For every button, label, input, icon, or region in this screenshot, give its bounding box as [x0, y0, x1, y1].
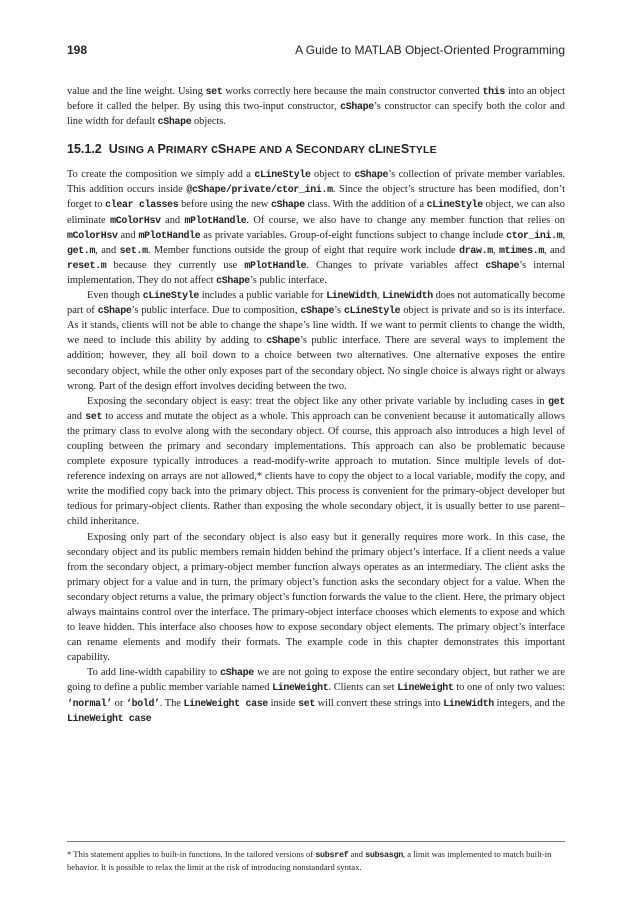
text-run: Exposing only part of the secondary object is also easy but it generally requires more work. In this case, the secondary object and its public members remain hidden behind the primary object’s interface. If a client needs a value from the secondary object, a primary-object member function always operates as an intermediary. The client asks the primary object for a value and in turn, the primary object’s function asks the secondary object for a value. When the secondary object returns a value, the primary object’s function forwards the value to the client. Here, the primary object always maintains control over the interface. The primary-object interface chooses which elements to expose and which to leave hidden. This interface also chooses how to expose secondary object elements. The primary object’s interface can rename elements and modify their formats. The example code in this chapter demonstrates this important capability. — [67, 531, 565, 664]
code-term: LineWidth — [382, 290, 433, 302]
code-term: LineWeight — [272, 682, 329, 694]
text-run: integers, and the — [493, 697, 566, 709]
text-run: ’s internal implementation. They do not affect — [67, 259, 566, 286]
text-run: and — [348, 849, 366, 859]
text-run: ’s public interface. There are several ways to implement the addition; however, they all boil down to a choice between two alternatives. One alternative exposes the entire secondary object, while the other only exposes part of the secondary object. No single choice is always right or always wrong. Part of the design effort involves deciding between the two. — [67, 335, 565, 392]
text-run: before using the new — [178, 199, 271, 211]
text-run: , — [376, 290, 383, 302]
text-run: ’s — [334, 305, 345, 317]
text-run: ’s constructor can specify both the color and line width for default — [67, 101, 565, 128]
code-term: reset.m — [67, 259, 107, 271]
code-term: LineWeight case — [183, 697, 268, 709]
code-term: LineWidth — [326, 290, 377, 302]
text-run: , a limit was implemented to match built-in behavior. It is possible to relax the limit at the risk of introducing nonstandard syntax. — [67, 849, 552, 873]
text-run: includes a public variable for — [198, 290, 327, 302]
text-run: and — [160, 214, 185, 226]
section-heading — [67, 141, 565, 158]
text-run: . Of course, we also have to change any member function that relies on — [246, 214, 565, 226]
text-run: inside — [267, 697, 299, 709]
text-run: object is private and so is its interface. As it stands, clients will not be able to change the shape’s line width. If we want to permit clients to change the width, we need to include this ability by adding to — [67, 305, 566, 347]
text-run: or — [112, 697, 126, 709]
text-run: ’s public interface. — [249, 274, 327, 286]
text-run: S — [295, 142, 304, 157]
page-number: 198 — [67, 43, 88, 57]
code-term: ‘normal’ — [67, 697, 113, 709]
code-term: cLineStyle — [426, 199, 483, 211]
text-run: . Member functions outside the group of eight that require work include — [147, 244, 460, 256]
text-run: Exposing the secondary object is easy: treat the object like any other private variable by including cases in — [87, 395, 549, 407]
code-term: cShape — [340, 101, 374, 113]
paragraph-exposing-secondary — [67, 394, 565, 530]
text-run: * This statement applies to built-in functions. In the tailored versions of — [67, 849, 316, 859]
text-run: Even though — [87, 290, 143, 302]
section-title — [109, 142, 437, 156]
paragraph-exposing-part — [67, 530, 565, 666]
text-run: , — [492, 244, 499, 256]
text-run: HAPE AND A — [226, 144, 296, 157]
code-term: draw.m — [459, 244, 493, 256]
text-run: as private variables. Group-of-eight functions subject to change include — [200, 229, 507, 241]
text-run: S — [400, 142, 410, 157]
text-run: objects. — [191, 116, 227, 128]
text-run: and — [67, 410, 86, 422]
code-term: ‘bold’ — [125, 697, 160, 709]
code-term: LineWeight case — [67, 712, 152, 724]
intro-paragraph — [67, 84, 565, 129]
text-run: SING A — [117, 144, 158, 157]
text-run: ECONDARY — [303, 144, 369, 157]
text-run: , and — [95, 244, 120, 256]
code-term: set — [85, 410, 103, 422]
text-run: ’s collection of private member variables. This addition occurs inside — [67, 169, 565, 196]
running-header — [67, 43, 565, 61]
code-term: cShape — [97, 305, 132, 317]
text-run: . The — [159, 697, 184, 709]
code-term: mColorHsv — [67, 229, 118, 241]
code-term: set.m — [119, 244, 148, 256]
code-term: cShape — [270, 199, 305, 211]
code-term: cShape — [485, 259, 520, 271]
code-term: get — [548, 395, 565, 407]
text-run: object to — [310, 169, 355, 181]
code-term: get.m — [67, 244, 96, 256]
code-term: mPlotHandle — [184, 214, 247, 226]
text-run: , and — [543, 244, 566, 256]
code-term: cShape — [157, 116, 192, 128]
text-run: . Clients can set — [328, 682, 398, 694]
text-run: will convert these strings into — [314, 697, 444, 709]
code-term: cLineStyle — [254, 169, 311, 181]
text-run: INE — [382, 144, 401, 157]
text-run: we are not going to expose the entire secondary object, but rather we are going to define a public member variable named — [67, 667, 565, 694]
code-term: cShape — [216, 274, 250, 286]
page-body — [67, 84, 565, 726]
text-run: cS — [210, 142, 227, 157]
text-run: U — [108, 142, 118, 157]
code-term: ctor_ini.m — [506, 229, 563, 241]
code-term: mPlotHandle — [138, 229, 201, 241]
running-title: A Guide to MATLAB Object-Oriented Programming — [295, 43, 565, 57]
code-term: this — [482, 86, 506, 97]
code-term: cShape — [220, 667, 254, 679]
paragraph-composition — [67, 167, 565, 288]
text-run: because they currently use — [106, 259, 245, 271]
text-run: and — [117, 229, 139, 241]
text-run: class. With the addition of a — [304, 199, 427, 211]
text-run: RIMARY — [165, 144, 211, 157]
code-term: LineWidth — [443, 697, 494, 709]
text-run: , — [562, 229, 565, 241]
paragraph-lineweight — [67, 665, 565, 725]
code-term: cShape — [300, 305, 335, 317]
code-term: subsasgn — [365, 850, 403, 860]
text-run: . Changes to private variables affect — [306, 259, 486, 271]
text-run: TYLE — [409, 144, 437, 157]
code-term: cShape — [354, 169, 389, 181]
code-term: set — [205, 86, 223, 97]
text-run: to access and mutate the object as a whole. This approach can be convenient because it automatically allows the primary class to evolve along with the secondary object. Of course, this approach also introduces a high level of coupling between the primary and secondary implementations. This approach can also be problematic because complete exposure typically introduces a read-modify-write approach to mutation. Since multiple levels of dot-reference indexing on arrays are not allowed,* clients have to copy the object to a local variable, modify the copy, and write the modified copy back into the primary object. This process is convenient for the primary-object developer but tedious for primary-object clients. Rather than exposing the whole secondary object, it is usually better to use parent–child inheritance. — [67, 410, 565, 528]
text-run: to one of only two values: — [453, 682, 565, 694]
footnote — [67, 848, 565, 874]
code-term: LineWeight — [397, 682, 454, 694]
text-run: To create the composition we simply add a — [67, 169, 255, 181]
code-term: cShape — [266, 335, 300, 347]
code-term: mColorHsv — [110, 214, 161, 226]
code-term: mPlotHandle — [244, 259, 307, 271]
code-term: cLineStyle — [344, 305, 401, 317]
code-term: subsref — [315, 850, 349, 860]
text-run: To add line-width capability to — [87, 667, 221, 679]
code-term: clear classes — [105, 199, 179, 211]
text-run: ’s public interface. Due to composition, — [131, 305, 301, 317]
code-term: set — [298, 697, 315, 709]
text-run: works correctly here because the main constructor converted — [222, 86, 483, 97]
code-term: cLineStyle — [142, 290, 199, 302]
text-run: cL — [368, 142, 383, 157]
code-term: @cShape/private/ctor_ini.m — [186, 184, 333, 196]
code-term: mtimes.m — [498, 244, 544, 256]
text-run: P — [157, 142, 166, 157]
text-run: value and the line weight. Using — [67, 86, 206, 97]
text-run: . Since the object’s structure has been modified, don’t forget to — [67, 184, 566, 211]
text-run: does not automatically become part of — [67, 290, 565, 317]
paragraph-linewidth — [67, 288, 565, 394]
text-run: object, we can also eliminate — [67, 199, 566, 226]
section-number: 15.1.2 — [67, 142, 102, 157]
text-run: into an object before it called the helper. By using this two-input constructor, — [67, 86, 565, 113]
footnote-divider — [67, 841, 565, 842]
